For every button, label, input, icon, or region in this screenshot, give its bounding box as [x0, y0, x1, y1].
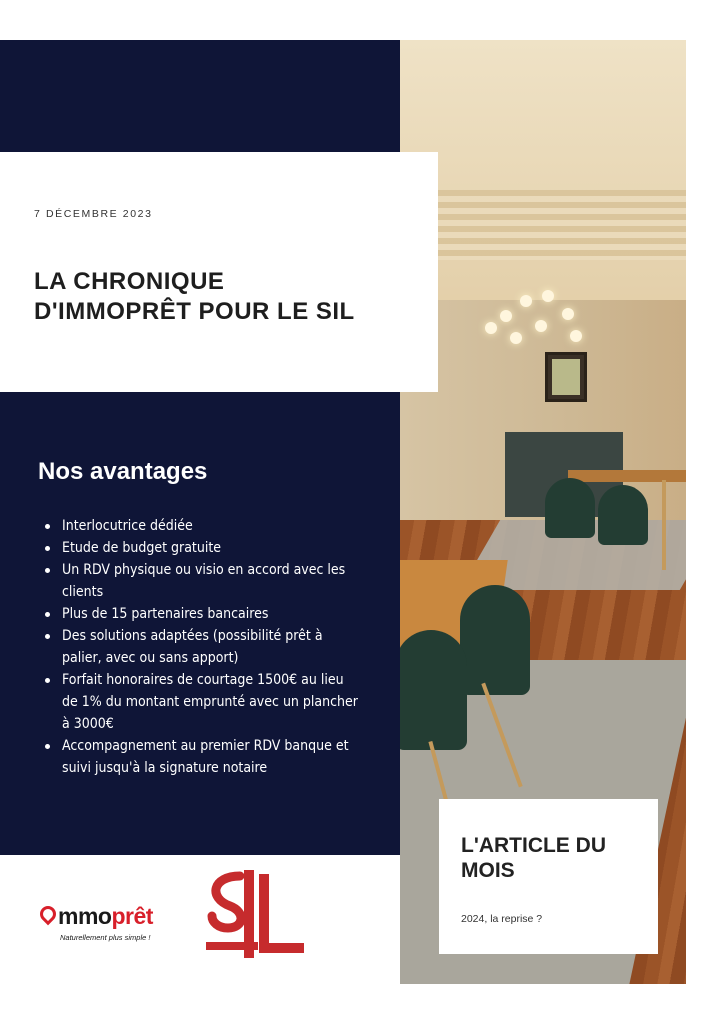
chair — [545, 478, 595, 538]
article-card[interactable] — [439, 799, 658, 954]
logo-tagline: Naturellement plus simple ! — [60, 933, 151, 942]
article-title: L'ARTICLE DU MOIS — [461, 834, 606, 882]
chair — [400, 630, 467, 750]
chair — [598, 485, 648, 545]
sil-logo-mark — [200, 868, 312, 960]
location-pin-icon — [37, 903, 60, 926]
logo-word-pret: prêt — [111, 903, 153, 929]
chair — [460, 585, 530, 695]
immopret-logo — [22, 887, 186, 959]
list-item: Forfait honoraires de courtage 1500€ au lieu de 1% du montant emprunté avec un plancher à 3000€ — [42, 669, 362, 735]
title-card — [0, 152, 438, 392]
back-table — [568, 470, 686, 482]
list-item: Des solutions adaptées (possibilité prêt à palier, avec ou sans apport) — [42, 625, 362, 669]
list-item: Etude de budget gratuite — [42, 537, 362, 559]
photo-ceiling — [400, 40, 686, 310]
article-subtitle: 2024, la reprise ? — [461, 913, 543, 925]
list-item: Un RDV physique ou visio en accord avec les clients — [42, 559, 362, 603]
sil-logo — [200, 868, 312, 960]
page-title: LA CHRONIQUE D'IMMOPRÊT POUR LE SIL — [34, 268, 355, 325]
list-item: Accompagnement au premier RDV banque et suivi jusqu'à la signature notaire — [42, 735, 362, 779]
photo-cornice — [400, 190, 686, 260]
chandelier — [480, 290, 590, 360]
wall-painting — [545, 352, 587, 402]
advantages-heading: Nos avantages — [38, 458, 208, 485]
logo-word-immo: mmo — [58, 903, 112, 929]
advantages-list — [42, 515, 362, 779]
list-item: Interlocutrice dédiée — [42, 515, 362, 537]
publication-date: 7 DÉCEMBRE 2023 — [34, 208, 153, 220]
list-item: Plus de 15 partenaires bancaires — [42, 603, 362, 625]
